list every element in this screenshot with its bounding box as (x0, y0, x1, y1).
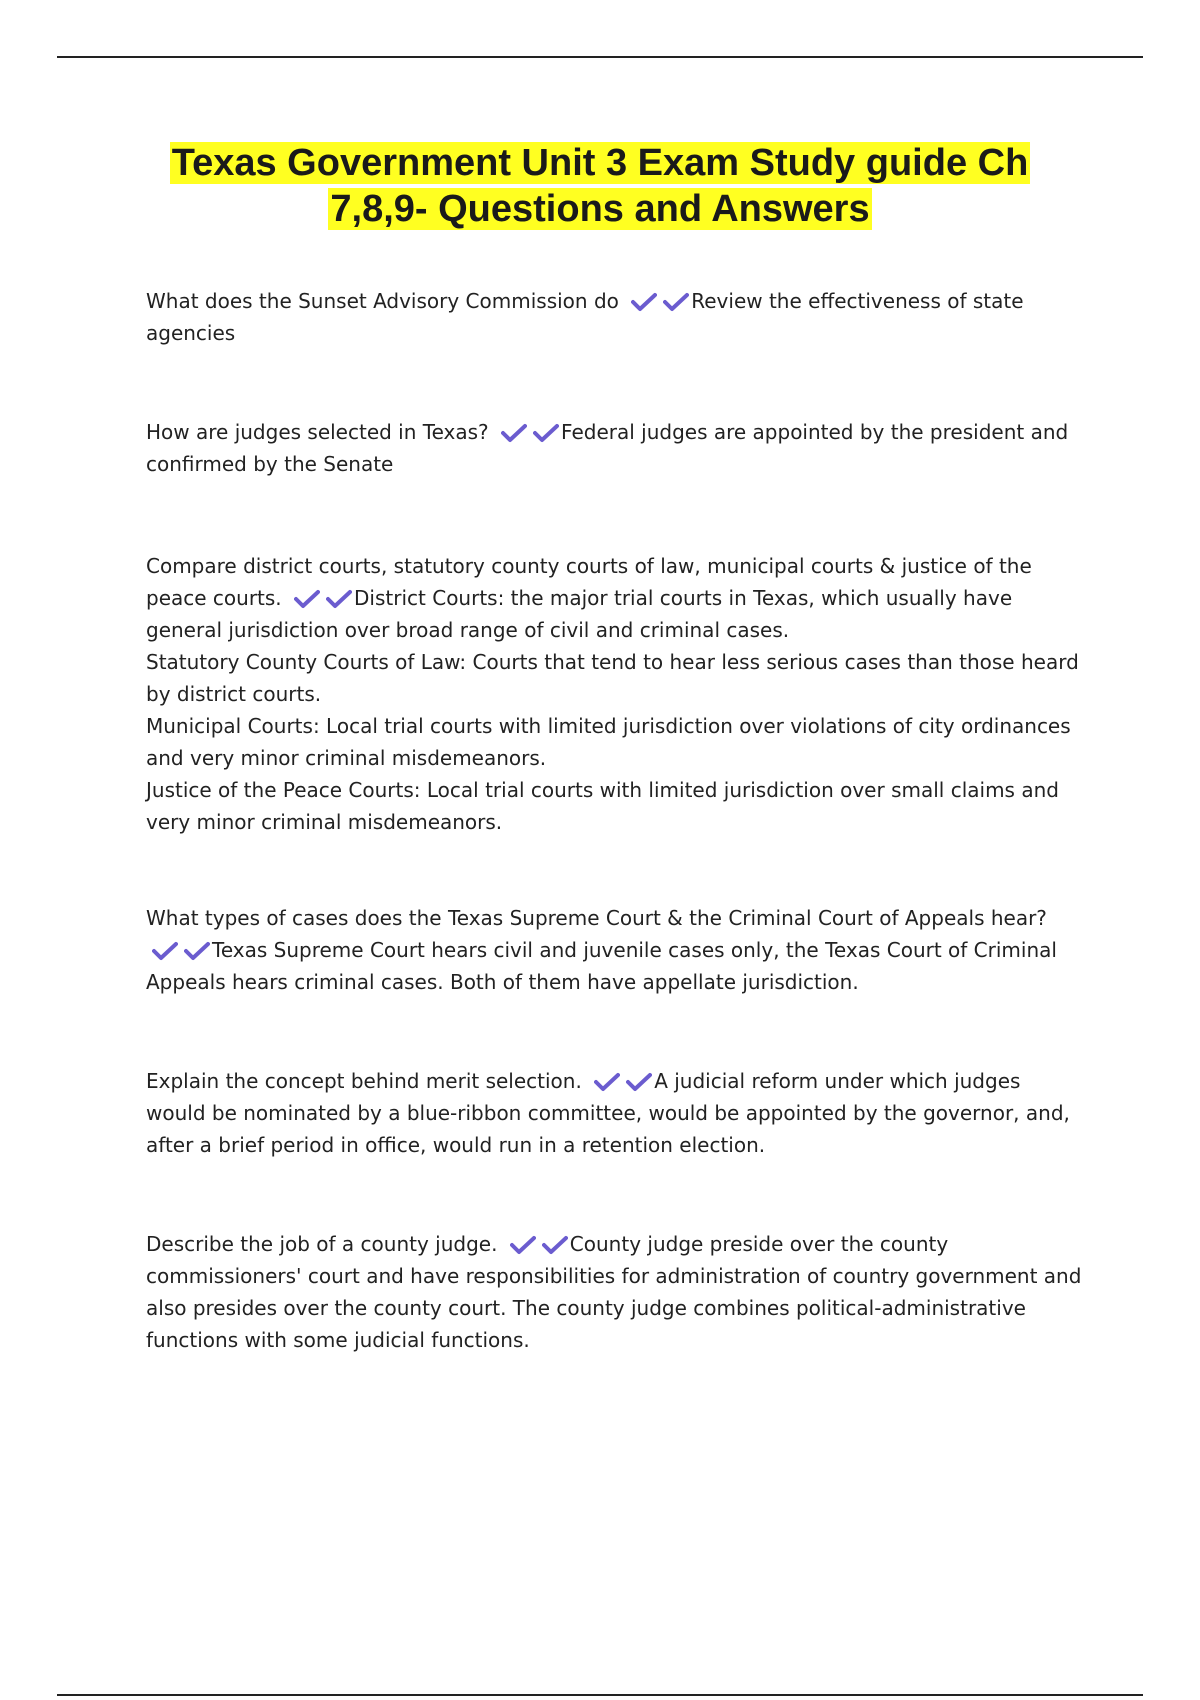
question-text: Describe the job of a county judge. (146, 1232, 498, 1256)
check-marks (152, 941, 210, 961)
answer-text: Review the effectiveness of state agencies (146, 289, 1024, 345)
check-icon (631, 292, 657, 312)
check-icon (501, 423, 527, 443)
check-icon (510, 1235, 536, 1255)
title-line-1: Texas Government Unit 3 Exam Study guide Ch (171, 142, 1029, 184)
answer-text: District Courts: the major trial courts in Texas, which usually have general jurisdiction over broad range of civil and criminal cases. (146, 586, 1013, 642)
qa-list (146, 285, 1086, 1423)
title-line-2: 7,8,9- Questions and Answers (330, 188, 870, 230)
question-text: How are judges selected in Texas? (146, 420, 489, 444)
qa-item (146, 416, 1086, 480)
answer-text: A judicial reform under which judges would be nominated by a blue-ribbon committee, would be appointed by the governor, and, after a brief period in office, would run in a retention election. (146, 1069, 1070, 1157)
qa-item (146, 285, 1086, 349)
question-text: peace courts. (146, 586, 282, 610)
check-icon (152, 941, 178, 961)
check-marks (594, 1072, 652, 1092)
answer-text: Texas Supreme Court hears civil and juvenile cases only, the Texas Court of Criminal Appeals hears criminal cases. Both of them have appellate jurisdiction. (146, 938, 1057, 994)
qa-item (146, 902, 1086, 998)
bottom-rule (57, 1694, 1143, 1696)
question-text: Explain the concept behind merit selection. (146, 1069, 582, 1093)
qa-item (146, 1065, 1086, 1161)
check-marks (501, 423, 559, 443)
check-icon (533, 423, 559, 443)
check-icon (184, 941, 210, 961)
answer-paragraph: Statutory County Courts of Law: Courts that tend to hear less serious cases than those heard by district courts. (146, 650, 1079, 706)
check-icon (326, 589, 352, 609)
check-marks (631, 292, 689, 312)
question-text: What does the Sunset Advisory Commission do (146, 289, 619, 313)
qa-item (146, 1228, 1086, 1356)
qa-item (146, 550, 1086, 838)
question-text: What types of cases does the Texas Supreme Court & the Criminal Court of Appeals hear? (146, 906, 1047, 930)
top-rule (57, 56, 1143, 58)
answer-text: County judge preside over the county commissioners' court and have responsibilities for administration of country government and also presides over the county court. The county judge combines political-administrative functions with some judicial functions. (146, 1232, 1082, 1352)
answer-paragraph: Justice of the Peace Courts: Local trial courts with limited jurisdiction over small claims and very minor criminal misdemeanors. (146, 778, 1059, 834)
answer-text: Federal judges are appointed by the president and confirmed by the Senate (146, 420, 1069, 476)
check-icon (626, 1072, 652, 1092)
check-icon (594, 1072, 620, 1092)
check-icon (663, 292, 689, 312)
document-title (120, 140, 1080, 232)
answer-paragraph: Municipal Courts: Local trial courts with limited jurisdiction over violations of city ordinances and very minor criminal misdemeanors. (146, 714, 1071, 770)
check-icon (542, 1235, 568, 1255)
check-marks (510, 1235, 568, 1255)
check-marks (294, 589, 352, 609)
check-icon (294, 589, 320, 609)
question-line-1: Compare district courts, statutory county courts of law, municipal courts & justice of the (146, 554, 1032, 578)
